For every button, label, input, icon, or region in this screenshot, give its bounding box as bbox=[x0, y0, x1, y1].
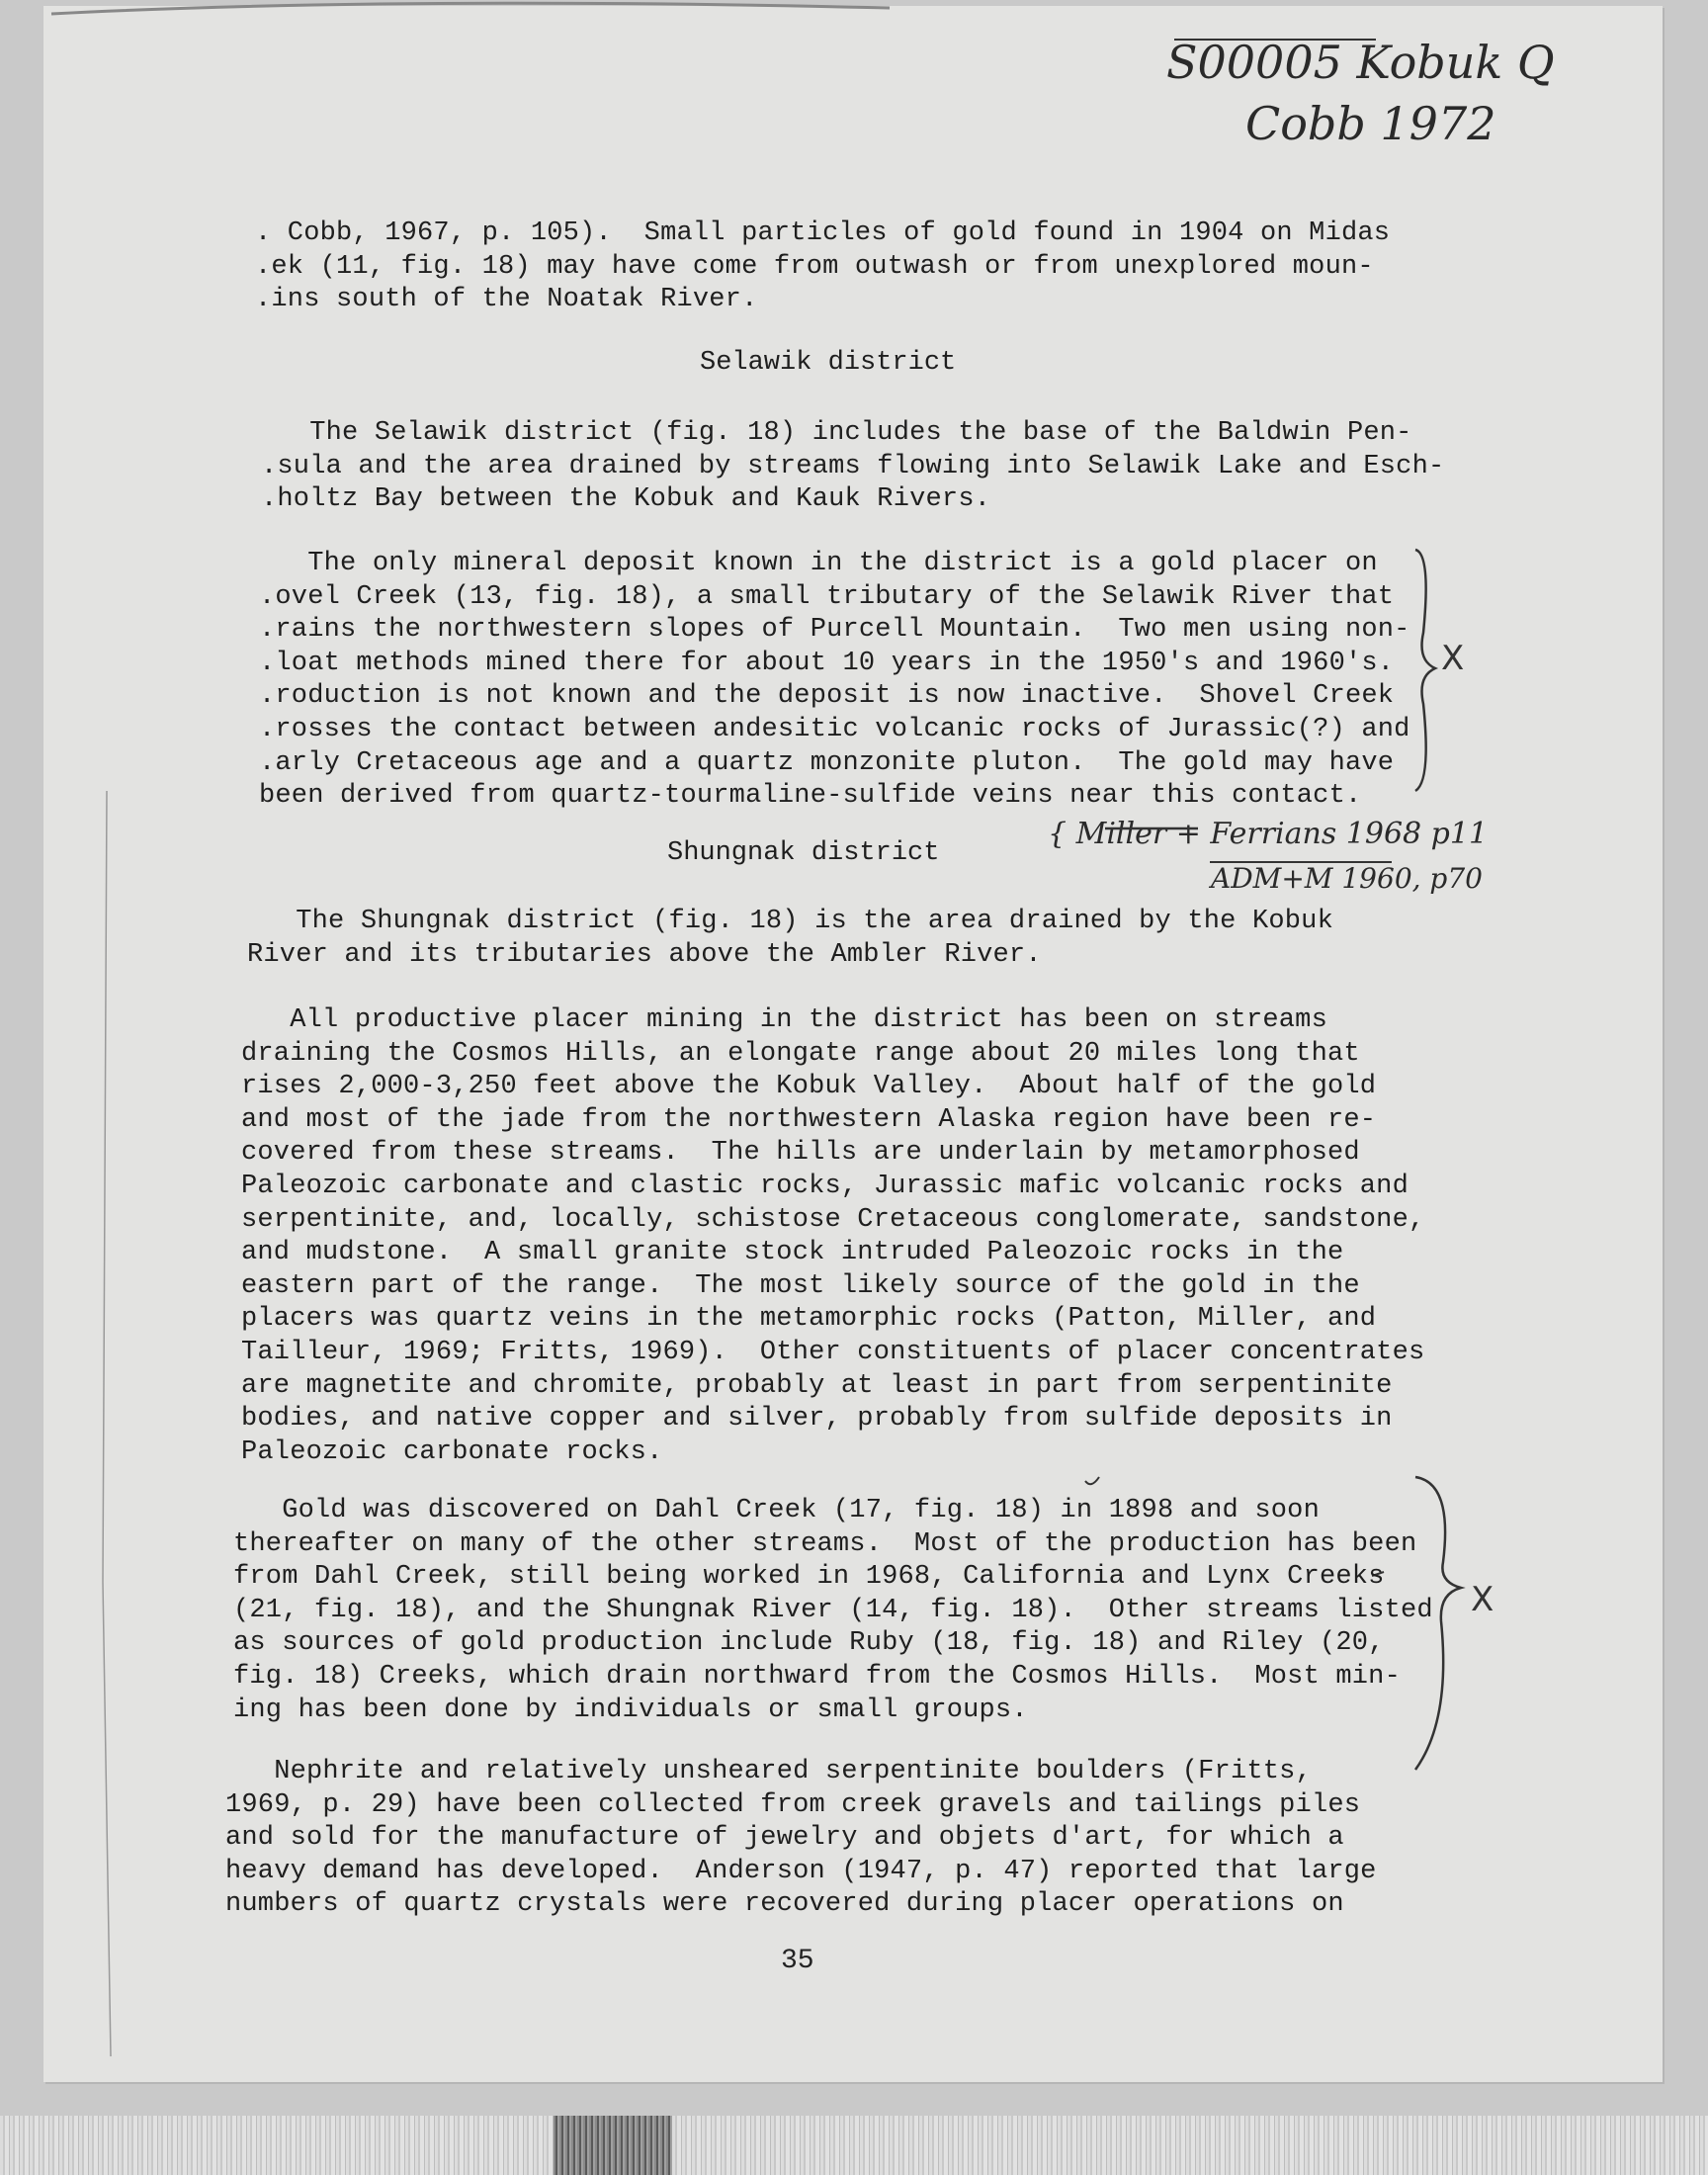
paragraph-shungnak-intro: The Shungnak district (fig. 18) is the area drained by the Kobuk River and its tributaries above the Ambler River. bbox=[247, 907, 1333, 970]
heading-shungnak-district: Shungnak district bbox=[667, 838, 940, 868]
handwritten-x-mark-2: X bbox=[1471, 1580, 1494, 1619]
handwritten-margin-note-1: { Miller + Ferrians 1968 p11 bbox=[1048, 817, 1489, 851]
handwritten-file-id: S00005 Kobuk Q bbox=[1166, 36, 1555, 89]
paragraph-continuation: . Cobb, 1967, p. 105). Small particles of gold found in 1904 on Midas .ek (11, fig. 18) may have come from outwash or from unexplored moun- .ins south of the Noatak River. bbox=[255, 218, 1391, 315]
handwritten-margin-note-2: ADM+M 1960, p70 bbox=[1211, 862, 1483, 895]
heading-selawik-district: Selawik district bbox=[700, 348, 957, 378]
paragraph-selawik-intro: The Selawik district (fig. 18) includes the base of the Baldwin Pen- .sula and the area drained by streams flowing into Selawik Lake and Esch- .holtz Bay between the Kobuk and Kauk Rivers. bbox=[261, 418, 1445, 515]
paragraph-cosmos-hills: All productive placer mining in the district has been on streams draining the Cosmos Hills, an elongate range about 20 miles long that rises 2,000-3,250 feet above the Kobuk Valley. About half of the gold and most of the jade from the northwestern Alaska region have been re- covered from these streams. The hills are underlain by metamorphosed Paleozoic carbonate and clastic rocks, Jurassic mafic volcanic rocks and serpentinite, and, locally, schistose Cretaceous conglomerate, sandstone, and mudstone. A small granite stock intruded Paleozoic rocks in the eastern part of the range. The most likely source of the gold in the placers was quartz veins in the metamorphic rocks (Patton, Miller, and Tailleur, 1969; Fritts, 1969). Other constituents of placer concentrates are magnetite and chromite, probably at least in part from serpentinite bodies, and native copper and silver, probably from sulfide deposits in Paleozoic carbonate rocks. bbox=[241, 1005, 1425, 1467]
page-number: 35 bbox=[781, 1946, 814, 1976]
paragraph-shovel-creek: The only mineral deposit known in the district is a gold placer on .ovel Creek (13, fig. 18), a small tributary of the Selawik River that .rains the northwestern slopes of Purcell Mountain. Two men using non- .loat methods mined there for about 10 years in the 1950's and 1960's. .roduction is not known and the deposit is now inactive. Shovel Creek .rosses the contact between andesitic volcanic rocks of Jurassic(?) and .arly Cretaceous age and a quartz monzonite pluton. The gold may have been derived from quartz-tourmaline-sulfide veins near this contact. bbox=[259, 549, 1410, 812]
paragraph-dahl-creek: Gold was discovered on Dahl Creek (17, fig. 18) in 1898 and soon thereafter on many of the other streams. Most of the production has been from Dahl Creek, still being worked in 1968, California and Lynx Creeks (21, fig. 18), and the Shungnak River (14, fig. 18). Other streams listed as sources of gold production include Ruby (18, fig. 18) and Riley (20, fig. 18) Creeks, which drain northward from the Cosmos Hills. Most min- ing has been done by individuals or small groups. bbox=[233, 1496, 1433, 1725]
paragraph-nephrite: Nephrite and relatively unsheared serpentinite boulders (Fritts, 1969, p. 29) have been collected from creek gravels and tailings piles and sold for the manufacture of jewelry and objets d'art, for which a heavy demand has developed. Anderson (1947, p. 47) reported that large numbers of quartz crystals were recovered during placer operations on bbox=[225, 1757, 1377, 1920]
handwritten-citation: Cobb 1972 bbox=[1245, 97, 1496, 150]
handwritten-x-mark-1: X bbox=[1441, 639, 1465, 678]
